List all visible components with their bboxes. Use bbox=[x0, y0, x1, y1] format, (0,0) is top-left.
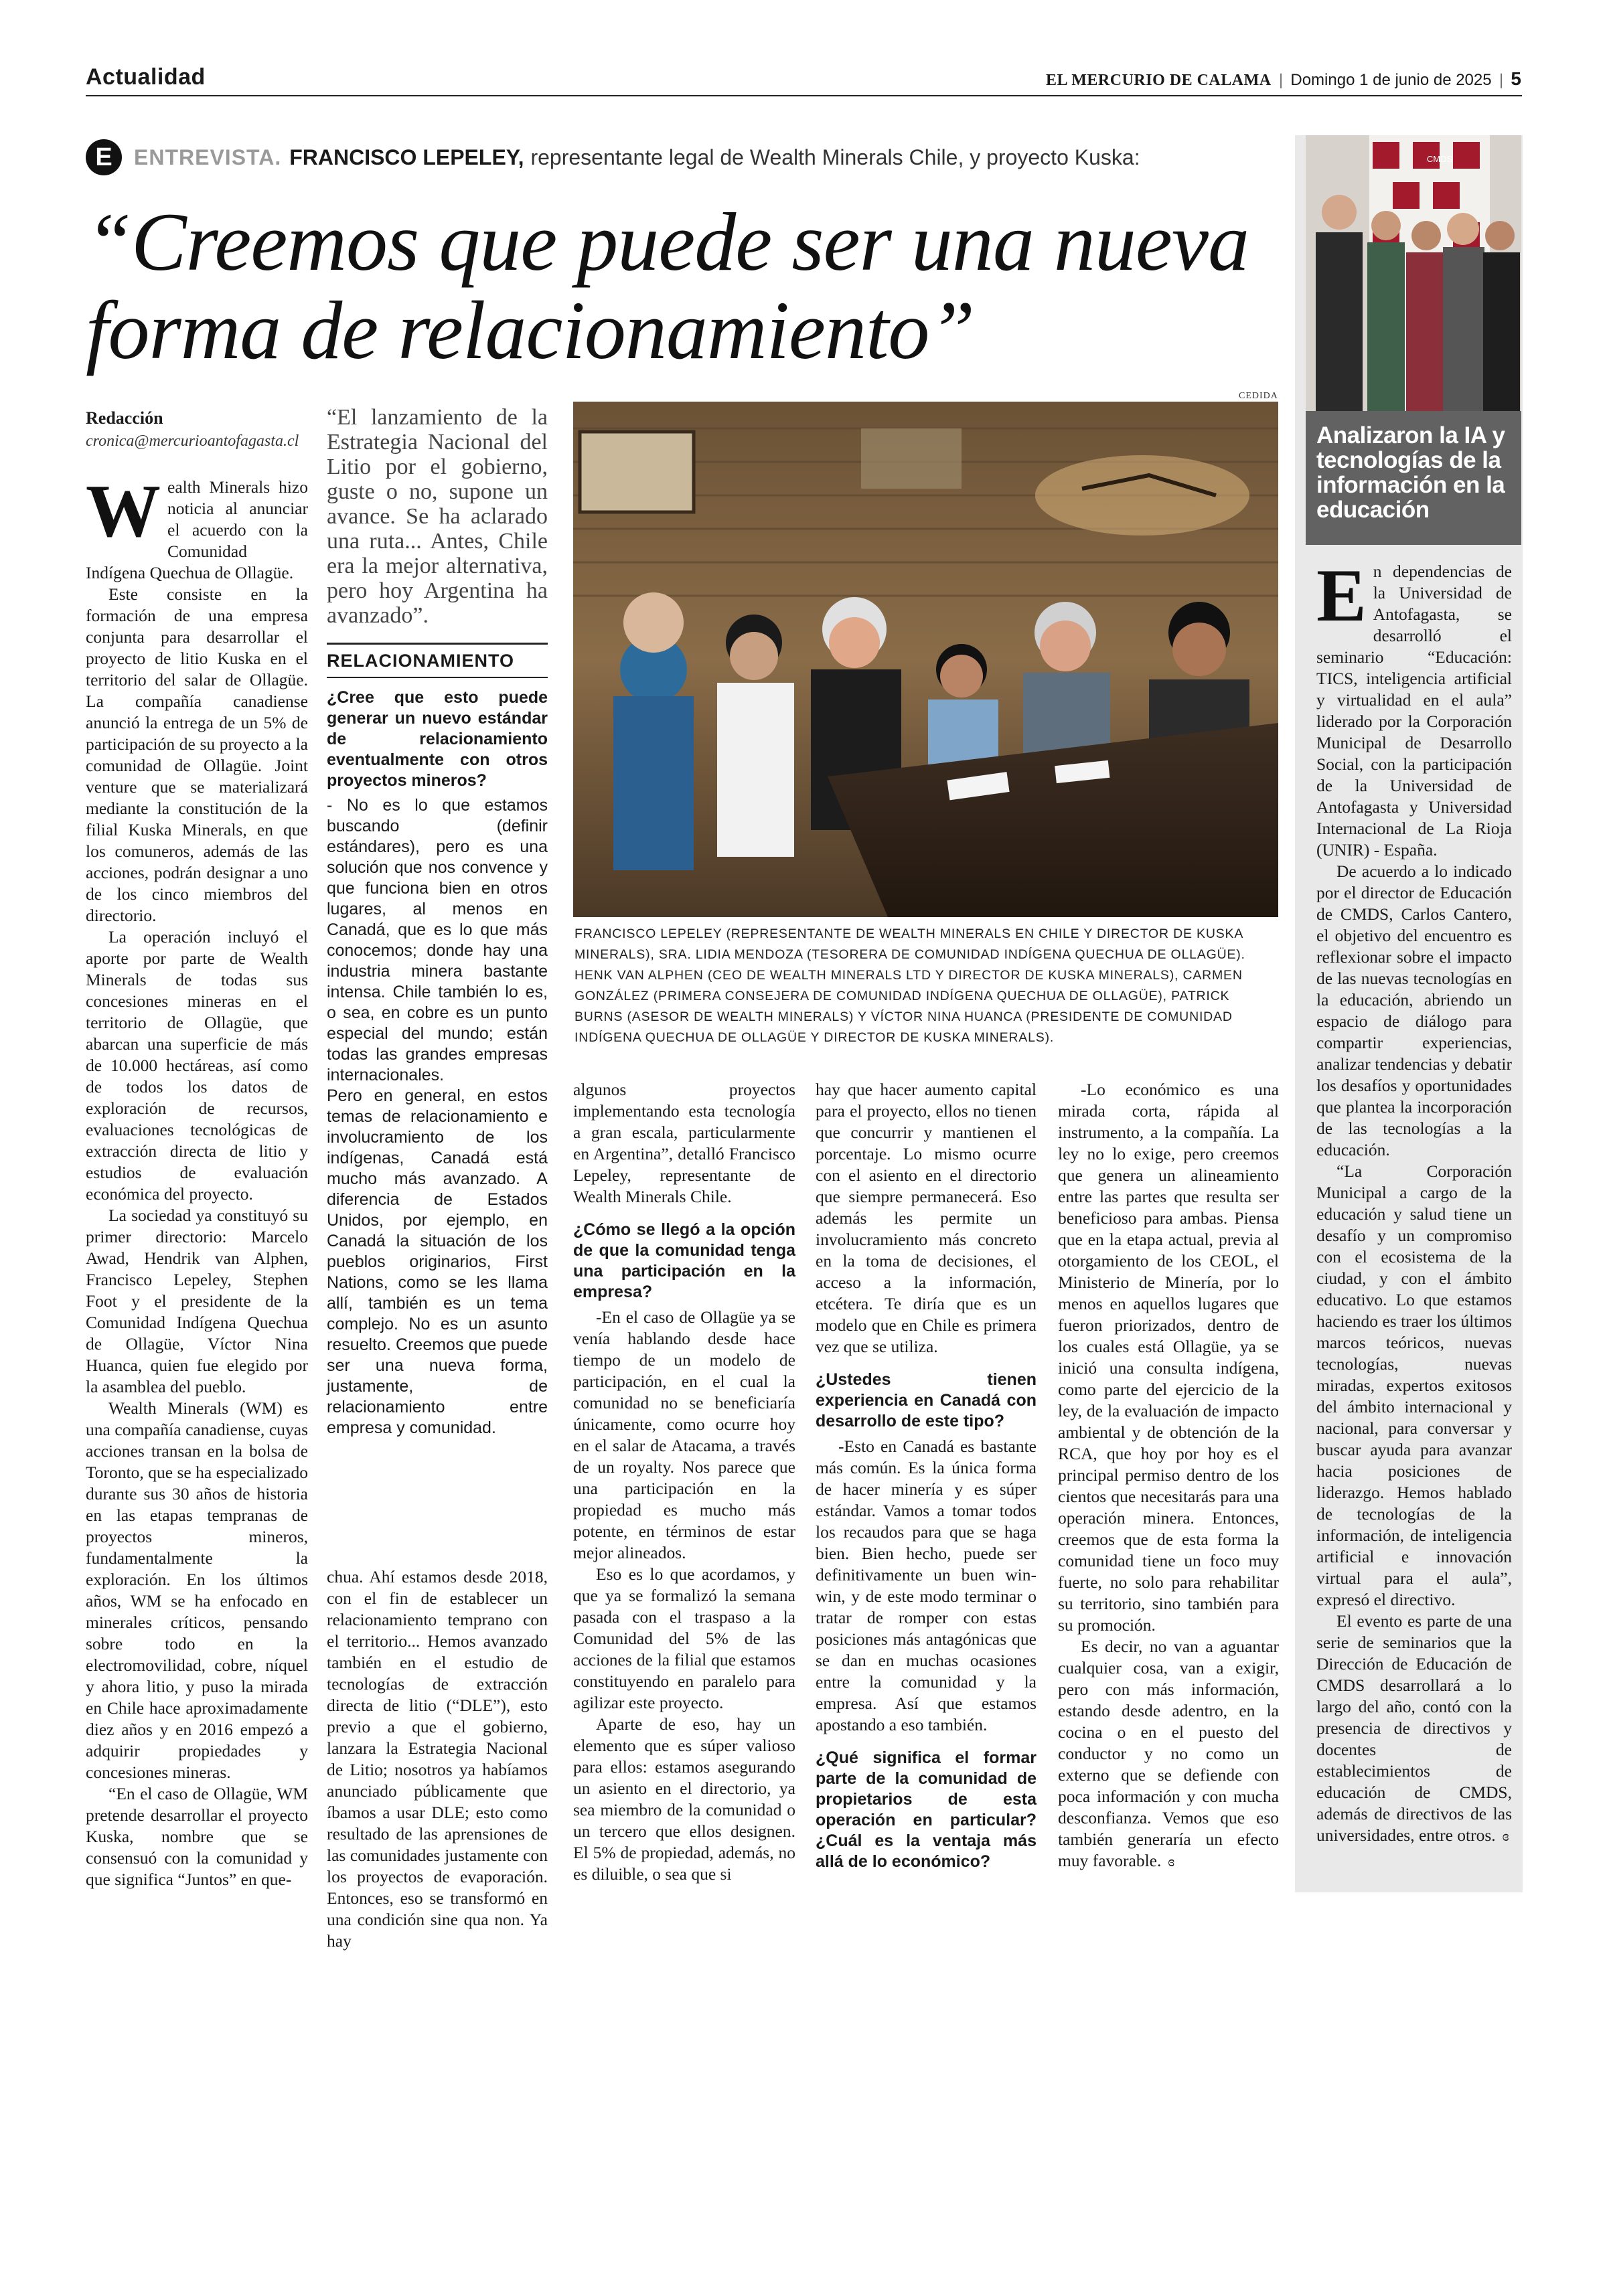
body-paragraph: chua. Ahí estamos desde 2018, con el fin de establecer un relacionamiento temprano con el territorio... Hemos avanzado también en el estudio de tecnologías de extracción directa de litio (“DLE”), esto previo a que el gobierno, lanzara la Estrategia Nacional de Litio; nosotros ya habíamos anunciado públicamente que íbamos a usar DLE; esto como resultado de las aprensiones de las comunidades justamente con los proyectos de evaporación. Entonces, eso se transformó en una condición sine qua non. Ya hay bbox=[327, 1567, 548, 1951]
interview-answer: Aparte de eso, hay un elemento que es súper valioso para ellos: estamos asegurando un asiento en el directorio, ya sea miembro de la comunidad o un tercero que ellos designen. El 5% de propiedad, además, no es diluible, o sea que si bbox=[573, 1714, 795, 1884]
end-mark-icon: ɞ bbox=[1502, 1827, 1509, 1844]
sidebar-body bbox=[1316, 554, 1512, 1847]
sidebar-lead-paragraph: En dependencias de la Universidad de Antofagasta, se desarrolló el seminario “Educación: TICS, inteligencia artificial y virtualidad en el aula” liderado por la Corporación Municipal de Desarrollo Social, con la participación de la Universidad de Antofagasta y Universidad Internacional de La Rioja (UNIR) - España. bbox=[1316, 554, 1512, 859]
interview-answer: -Lo económico es una mirada corta, rápida al instrumento, a la compañía. La ley no lo exige, pero creemos que genera un alineamiento entre las partes que resulta ser beneficioso para ambas. Piensa que en la etapa actual, previa al otorgamiento de los CEOL, el Ministerio de Minería, por lo menos en aquellos lugares que fueron priorizados, dentro de los cuales está Ollagüe, ya se inició una consulta indígena, como parte del ejercicio de la ley, de la evaluación de impacto ambiental y de obtención de la RCA, que hoy por hoy es el principal permiso dentro de los cientos que necesitarás para una operación minera. Entonces, creemos que de esta forma la comunidad tiene un foco muy fuerte, no solo para rehabilitar su territorio, sino también para su promoción. bbox=[1058, 1080, 1279, 1635]
sidebar-paragraph: De acuerdo a lo indicado por el director de Educación de CMDS, Carlos Cantero, el objetivo del encuentro es reflexionar sobre el impacto de las nuevas tecnologías en la educación, abriendo un espacio de diálogo para compartir experiencias, analizar tendencias y debatir los desafíos y oportunidades que plantea la incorporación de las tecnologías a la educación. bbox=[1316, 862, 1512, 1159]
kicker bbox=[86, 139, 1140, 175]
photo-caption: FRANCISCO LEPELEY (REPRESENTANTE DE WEALTH MINERALS EN CHILE Y DIRECTOR DE KUSKA MINERALS), SRA. LIDIA MENDOZA (TESORERA DE COMUNIDAD INDÍGENA QUECHUA DE OLLAGÜE). HENK VAN ALPHEN (CEO DE WEALTH MINERALS LTD Y DIRECTOR DE KUSKA MINERALS), CARMEN GONZÁLEZ (PRIMERA CONSEJERA DE COMUNIDAD INDÍGENA QUECHUA DE OLLAGÜE), PATRICK BURNS (ASESOR DE WEALTH MINERALS) Y VÍCTOR NINA HUANCA (PRESIDENTE DE COMUNIDAD INDÍGENA QUECHUA DE OLLAGÜE Y DIRECTOR DE KUSKA MINERALS). bbox=[575, 926, 1245, 1045]
body-paragraph: Wealth Minerals (WM) es una compañía canadiense, cuyas acciones transan en la bolsa de Toronto, que se ha especializado durante sus 30 años de historia en las etapas tempranas de proyectos mineros, fundamentalmente la exploración. En los últimos años, WM se ha enfocado en minerales críticos, pensando sobre todo en la electromovilidad, cobre, níquel y ahora litio, y puso la mirada en Chile hace aproximadamente diez años y en 2016 empezó a adquirir propiedades y concesiones mineras. bbox=[86, 1398, 308, 1782]
masthead-separator: | bbox=[1499, 72, 1503, 89]
section-subhead: RELACIONAMIENTO bbox=[327, 643, 548, 678]
interview-photo bbox=[573, 402, 1278, 917]
newspaper-name: EL MERCURIO DE CALAMA bbox=[1046, 72, 1272, 89]
article-column-1 bbox=[86, 470, 308, 1890]
issue-date: Domingo 1 de junio de 2025 bbox=[1290, 71, 1492, 89]
kicker-name: FRANCISCO LEPELEY, bbox=[289, 145, 524, 169]
drop-cap: W bbox=[86, 470, 161, 553]
interview-question: ¿Cómo se llegó a la opción de que la comunidad tenga una participación en la empresa? bbox=[573, 1220, 795, 1301]
body-paragraph: “En el caso de Ollagüe, WM pretende desarrollar el proyecto Kuska, nombre que se consensuó con la comunidad y que significa “Juntos” en que- bbox=[86, 1784, 308, 1889]
article-column-2 bbox=[327, 405, 548, 1439]
header-rule bbox=[86, 95, 1522, 96]
interview-badge-icon: E bbox=[86, 139, 122, 175]
article-column-2-continued bbox=[327, 1566, 548, 1952]
kicker-label: ENTREVISTA. bbox=[134, 145, 282, 169]
interview-answer: -Esto en Canadá es bastante más común. Es la única forma de hacer minería y es súper estándar. Vamos a tomar todos los recaudos para que se haga bien. Bien hecho, puede ser definitivamente un buen win-win, y de este modo terminar o tratar de romper con estas posiciones más antagónicas que se dan en muchas ocasiones entre la comunidad y la empresa. Así que estamos apostando a eso también. bbox=[816, 1437, 1037, 1734]
interview-answer: - No es lo que estamos buscando (definir estándares), pero es una solución que nos convence y que funciona bien en otros lugares, al menos en Canadá, que es lo que más conocemos; donde hay una industria minera bastante intensa. Chile también lo es, o sea, en cobre es un punto especial del mundo; están todas las grandes empresas internacionales. bbox=[327, 796, 548, 1084]
sidebar-paragraph: “La Corporación Municipal a cargo de la educación y salud tiene un desafío y un compromiso con el ecosistema de la ciudad, y con el ámbito educativo. Lo que estamos haciendo es traer los últimos marcos teóricos, nuevas tecnologías, nuevas miradas, expertos exitosos del ámbito internacional y nacional, para conversar y buscar ayuda para avanzar hacia posiciones de liderazgo. Hemos hablado de tecnologías de la información, de inteligencia artificial e innovación virtual para el aula”, expresó el directivo. bbox=[1316, 1161, 1512, 1609]
interview-answer: Pero en general, en estos temas de relacionamiento e involucramiento de los indígenas, Canadá está mucho más avanzado. A diferencia de Estados Unidos, por ejemplo, en Canadá la situación de los pueblos originarios, First Nations, como se les llama allí, también es un tema complejo. No es un asunto resuelto. Creemos que puede ser una nueva forma, justamente, de relacionamiento entre empresa y comunidad. bbox=[327, 1086, 548, 1437]
article-column-4 bbox=[816, 1079, 1037, 1876]
body-paragraph: Este consiste en la formación de una empresa conjunta para desarrollar el proyecto de litio Kuska en el territorio del salar de Ollagüe. La compañía canadiense anunció la entrega de un 5% de participación de su proyecto a la comunidad de Ollagüe. Joint venture que se materializará mediante la constitución de la filial Kuska Minerals, en que los comuneros, además de las acciones, podrán designar a uno de los cinco miembros del directorio. bbox=[86, 584, 308, 925]
masthead bbox=[1046, 68, 1521, 90]
sidebar-title: Analizaron la IA y tecnologías de la información en la educación bbox=[1316, 422, 1505, 523]
article-column-3 bbox=[573, 1079, 795, 1885]
lead-paragraph: Wealth Minerals hizo noticia al anunciar el acuerdo con la Comunidad Indígena Quechua de Ollagüe. bbox=[86, 470, 308, 582]
kicker-role: representante legal de Wealth Minerals Chile, y proyecto Kuska: bbox=[530, 145, 1140, 169]
interview-answer: -En el caso de Ollagüe ya se venía hablando desde hace tiempo de un modelo de participación, en el cual la comunidad no se beneficiaría únicamente, como ocurre hoy en el salar de Atacama, a través de un royalty. Nos parece que una participación en la propiedad es mucho más potente, en términos de estar mejor alineados. bbox=[573, 1307, 795, 1562]
masthead-separator: | bbox=[1279, 72, 1283, 89]
section-label: Actualidad bbox=[86, 64, 206, 90]
interview-question: ¿Qué significa el formar parte de la comunidad de propietarios de esta operación en particular? ¿Cuál es la ventaja más allá de lo económico? bbox=[816, 1748, 1037, 1871]
byline-name: Redacción bbox=[86, 408, 163, 428]
banner-logo-text: CMDS bbox=[1426, 154, 1453, 164]
body-paragraph: La operación incluyó el aporte por parte de Wealth Minerals de todas sus concesiones mineras en el territorio de Ollagüe, que abarcan una superficie de más de 10.000 hectáreas, así como de todos los datos de exploración de recursos, evaluaciones tecnológicas de extracción directa de litio y estudios de evaluación económica del proyecto. bbox=[86, 927, 308, 1204]
page-number: 5 bbox=[1511, 68, 1521, 89]
headline: “Creemos que puede ser una nueva forma de relacionamiento” bbox=[86, 196, 1249, 376]
body-paragraph: hay que hacer aumento capital para el proyecto, ellos no tienen que concurrir y mantienen el porcentaje. Lo mismo ocurre con el asiento en el directorio que siempre permanecerá. Eso además les permite un involucramiento más concreto en la toma de decisiones, el acceso a la información, etcétera. Te diría que es un modelo que en Chile es primera vez que se utiliza. bbox=[816, 1080, 1037, 1356]
interview-question: ¿Cree que esto puede generar un nuevo estándar de relacionamiento eventualmente con otros proyectos mineros? bbox=[327, 688, 548, 790]
body-paragraph: algunos proyectos implementando esta tecnología a gran escala, particularmente en Argentina”, detalló Francisco Lepeley, representante de Wealth Minerals Chile. bbox=[573, 1080, 795, 1206]
article-column-5 bbox=[1058, 1079, 1279, 1872]
interview-answer: Eso es lo que acordamos, y que ya se formalizó la semana pasada con el traspaso a la Comunidad del 5% de las acciones de la filial que estamos constituyendo en paralelo para agilizar este proyecto. bbox=[573, 1564, 795, 1712]
interview-question: ¿Ustedes tienen experiencia en Canadá con desarrollo de este tipo? bbox=[816, 1370, 1037, 1430]
pull-quote: “El lanzamiento de la Estrategia Nacional del Litio por el gobierno, guste o no, supone un avance. Se ha aclarado una ruta... Antes, Chile era la mejor alternativa, pero hoy Argentina ha avanzado”. bbox=[327, 405, 548, 628]
end-mark-icon: ɞ bbox=[1168, 1853, 1175, 1870]
byline-email[interactable]: cronica@mercurioantofagasta.cl bbox=[86, 432, 299, 450]
body-paragraph: La sociedad ya constituyó su primer directorio: Marcelo Awad, Hendrik van Alphen, Francisco Lepeley, Stephen Foot y el presidente de la Comunidad Indígena Quechua de Ollagüe, Víctor Nina Huanca, quien fue elegido por la asamblea del pueblo. bbox=[86, 1206, 308, 1396]
sidebar-drop-cap: E bbox=[1316, 554, 1367, 637]
photo-credit: CEDIDA bbox=[1239, 391, 1278, 401]
sidebar-paragraph: El evento es parte de una serie de seminarios que la Dirección de Educación de CMDS desarrollará a lo largo del año, contó con la presencia de directivos y docentes de establecimientos de educación de CMDS, además de directivos de las universidades, entre otros. ɞ bbox=[1316, 1611, 1512, 1845]
sidebar-photo bbox=[1306, 135, 1521, 411]
interview-answer: Es decir, no van a aguantar cualquier cosa, van a exigir, pero con más información, estando desde adentro, en la cocina o en el puesto del conductor y no como un externo que se defiende con poca información y con mucha desconfianza. Vemos que eso también generaría un efecto muy favorable. ɞ bbox=[1058, 1637, 1279, 1870]
